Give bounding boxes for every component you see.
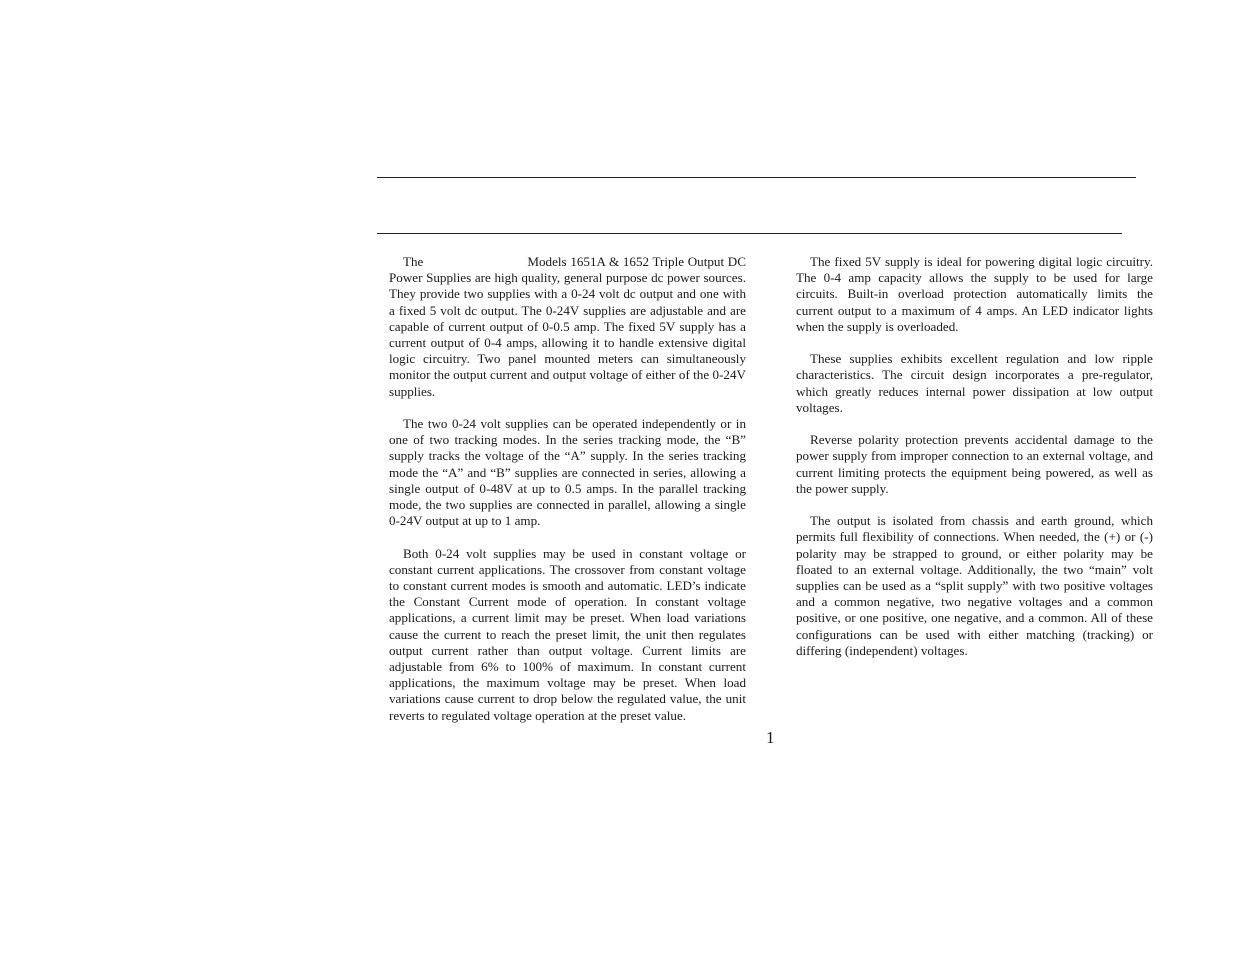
header-rule-bottom: [377, 233, 1122, 234]
reverse-polarity-paragraph: Reverse polarity protection prevents accidental damage to the power supply from improper connection to an external voltage, and current limiting protects the equipment being powered, as well as the power supply.: [796, 432, 1153, 496]
tracking-modes-paragraph: The two 0-24 volt supplies can be operated independently or in one of two tracking modes. In the series tracking mode, the “B” supply tracks the voltage of the “A” supply. In the series tracking mode the “A” and “B” supplies are connected in series, allowing a single output of 0-48V at up to 0.5 amps. In the parallel tracking mode, the two supplies are connected in parallel, allowing a single 0-24V output at up to 1 amp.: [389, 416, 746, 529]
isolation-paragraph: The output is isolated from chassis and earth ground, which permits full flexibility of connections. When needed, the (+) or (-) polarity may be strapped to ground, or either polarity may be floated to an external voltage. Additionally, the two “main” volt supplies can be used as a “split supply” with two positive voltages and a common negative, two negative voltages and a common positive, or one positive, one negative, and a common. All of these configurations can be used with either matching (tracking) or differing (independent) voltages.: [796, 513, 1153, 658]
right-text-column: [796, 254, 1153, 659]
constant-voltage-current-paragraph: Both 0-24 volt supplies may be used in constant voltage or constant current applications. The crossover from constant voltage to constant current modes is smooth and automatic. LED’s indicate the Constant Current mode of operation. In constant voltage applications, a current limit may be preset. When load variations cause the current to reach the preset limit, the unit then regulates output current rather than output voltage. Current limits are adjustable from 6% to 100% of maximum. In constant current applications, the maximum voltage may be preset. When load variations cause current to drop below the regulated value, the unit reverts to regulated voltage operation at the preset value.: [389, 545, 746, 723]
header-rule-top: [377, 177, 1136, 178]
intro-text: Models 1651A & 1652 Triple Output DC Power Supplies are high quality, general purpose dc power sources. They provide two supplies with a 0-24 volt dc output and one with a fixed 5 volt dc output. The 0-24V supplies are adjustable and are capable of current output of 0-0.5 amp. The fixed 5V supply has a current output of 0-4 amps, allowing it to handle extensive digital logic circuitry. Two panel mounted meters can simultaneously monitor the output current and output voltage of either of the 0-24V supplies.: [389, 254, 746, 399]
intro-lead-word: The: [403, 254, 424, 269]
fixed-5v-paragraph: The fixed 5V supply is ideal for powering digital logic circuitry. The 0-4 amp capacity allows the supply to be used for large circuits. Built-in overload protection automatically limits the current output to a maximum of 4 amps. An LED indicator lights when the supply is overloaded.: [796, 254, 1153, 334]
intro-paragraph: [389, 254, 746, 400]
regulation-paragraph: These supplies exhibits excellent regulation and low ripple characteristics. The circuit design incorporates a pre-regulator, which greatly reduces internal power dissipation at low output voltages.: [796, 351, 1153, 415]
page-number: 1: [766, 728, 775, 747]
left-text-column: [389, 254, 746, 724]
